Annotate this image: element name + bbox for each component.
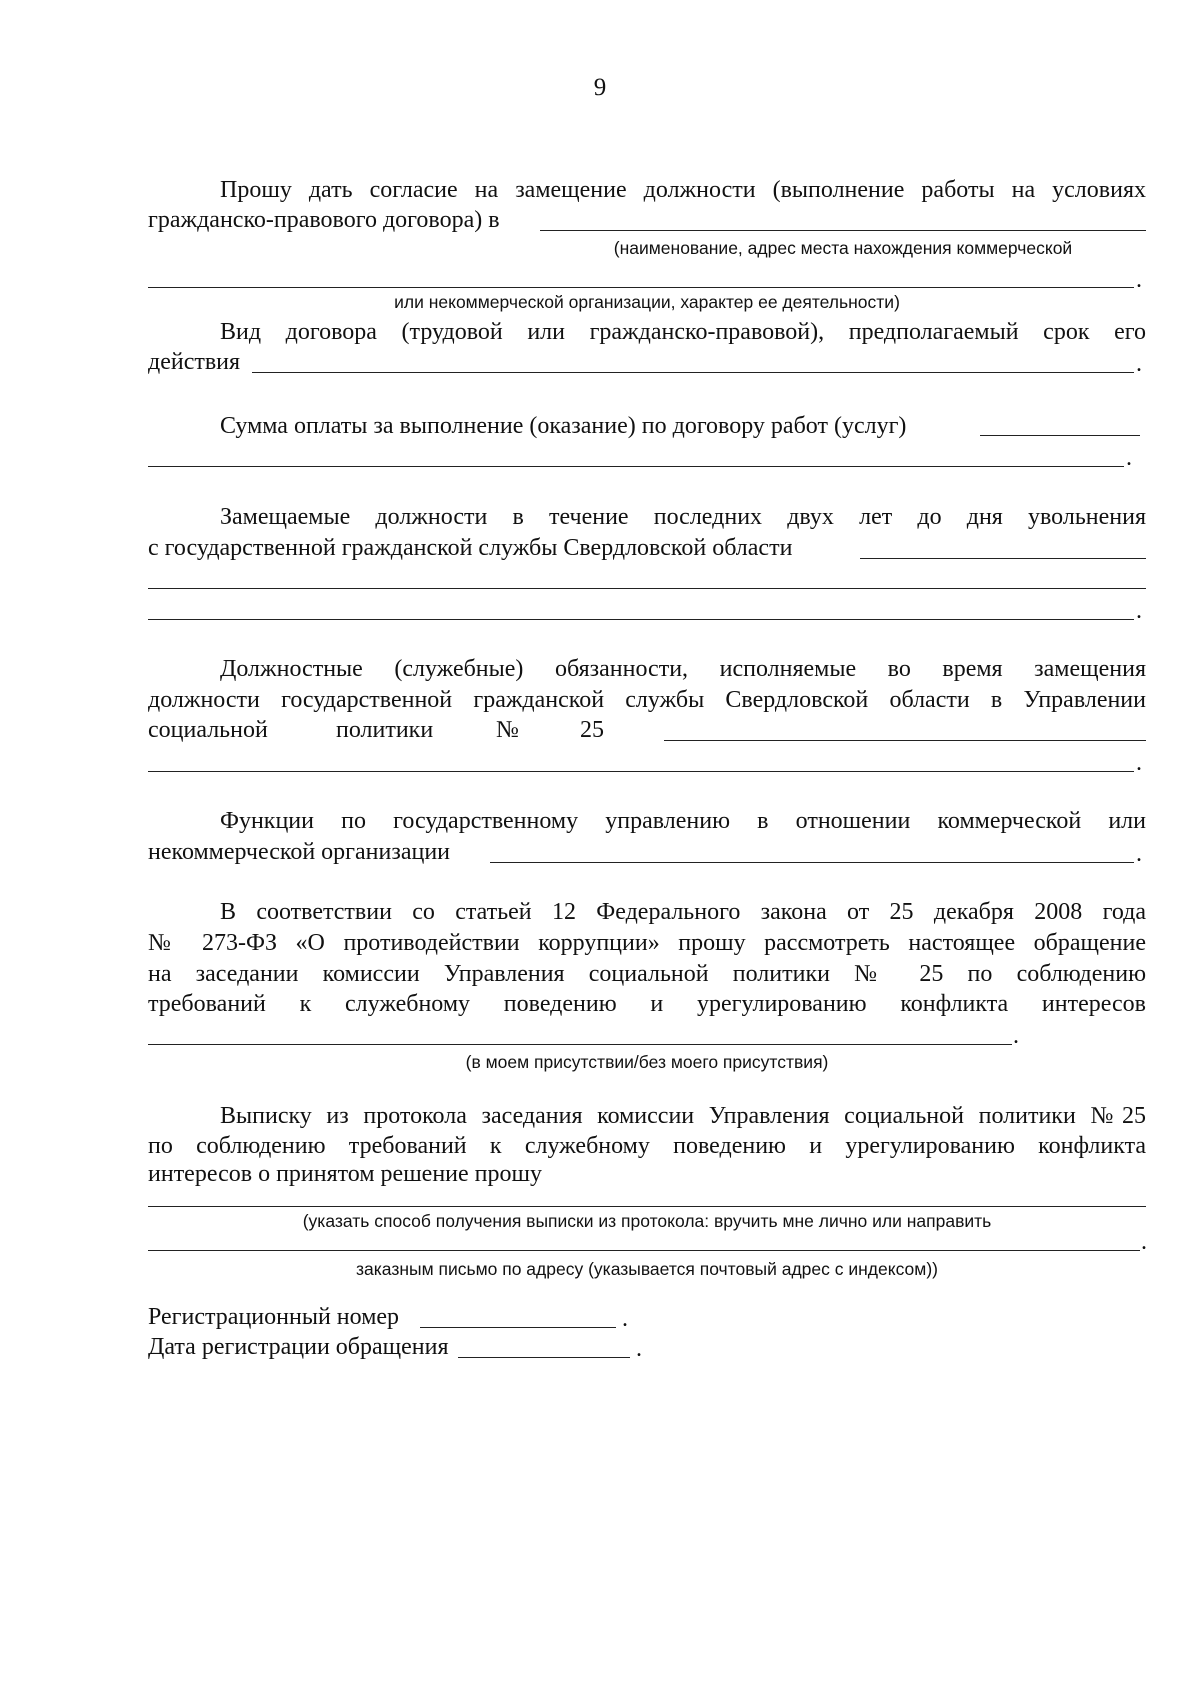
- duties-field[interactable]: [664, 740, 1146, 741]
- period-mark: .: [636, 1336, 642, 1362]
- registration-number-label: Регистрационный номер: [148, 1304, 400, 1330]
- duties-word-25: 25: [580, 717, 604, 743]
- organization-caption-1: (наименование, адрес места нахождения коммерческой: [613, 238, 1073, 258]
- paragraph-consent-line-1: Прошу дать согласие на замещение должности (выполнение работы на условиях: [220, 177, 1146, 203]
- payment-amount-continuation-field[interactable]: [148, 466, 1124, 467]
- organization-details-field[interactable]: [148, 287, 1134, 288]
- duties-continuation-field[interactable]: [148, 771, 1134, 772]
- period-mark: .: [1136, 598, 1142, 624]
- extract-caption-2: заказным письмо по адресу (указывается почтовый адрес с индексом)): [356, 1259, 938, 1279]
- presence-field[interactable]: [148, 1044, 1012, 1045]
- registration-date-label: Дата регистрации обращения: [148, 1334, 449, 1360]
- period-mark: .: [1126, 445, 1132, 471]
- contract-type-field[interactable]: [252, 372, 1134, 373]
- period-mark: .: [1136, 841, 1142, 867]
- functions-field[interactable]: [490, 862, 1134, 863]
- paragraph-extract-line-3: интересов о принятом решение прошу: [148, 1161, 542, 1187]
- paragraph-positions-line-1: Замещаемые должности в течение последних двух лет до дня увольнения: [220, 504, 1146, 530]
- paragraph-duties-line-2: должности государственной гражданской службы Свердловской области в Управлении: [148, 687, 1146, 713]
- duties-word-social: социальной: [148, 717, 268, 743]
- positions-continuation-field-1[interactable]: [148, 588, 1146, 589]
- extract-method-field[interactable]: [148, 1206, 1146, 1207]
- extract-caption-1: (указать способ получения выписки из протокола: вручить мне лично или направить: [302, 1211, 992, 1231]
- duties-word-policy: политики: [336, 717, 434, 743]
- paragraph-functions-line-2: некоммерческой организации: [148, 839, 451, 865]
- page-number: 9: [593, 74, 607, 101]
- period-mark: .: [1013, 1023, 1019, 1049]
- paragraph-functions-line-1: Функции по государственному управлению в отношении коммерческой или: [220, 808, 1146, 834]
- period-mark: .: [622, 1306, 628, 1332]
- period-mark: .: [1141, 1229, 1147, 1255]
- period-mark: .: [1136, 351, 1142, 377]
- paragraph-extract-line-2: по соблюдению требований к служебному поведению и урегулированию конфликта: [148, 1133, 1146, 1159]
- registration-date-field[interactable]: [458, 1357, 630, 1358]
- organization-name-field[interactable]: [540, 230, 1146, 231]
- presence-caption: (в моем присутствии/без моего присутствия): [465, 1052, 829, 1072]
- positions-continuation-field-2[interactable]: [148, 619, 1134, 620]
- payment-amount-field[interactable]: [980, 435, 1140, 436]
- paragraph-commission-line-4: требований к служебному поведению и урегулированию конфликта интересов: [148, 991, 1146, 1017]
- registration-number-field[interactable]: [420, 1327, 616, 1328]
- positions-field[interactable]: [860, 558, 1146, 559]
- duties-word-number-sign: №: [496, 717, 519, 743]
- paragraph-commission-line-2: № 273-ФЗ «О противодействии коррупции» прошу рассмотреть настоящее обращение: [148, 930, 1146, 956]
- paragraph-payment-line-1: Сумма оплаты за выполнение (оказание) по договору работ (услуг): [220, 413, 907, 439]
- paragraph-commission-line-1: В соответствии со статьей 12 Федерального закона от 25 декабря 2008 года: [220, 899, 1146, 925]
- period-mark: .: [1136, 750, 1142, 776]
- paragraph-contract-line-1: Вид договора (трудовой или гражданско-правовой), предполагаемый срок его: [220, 319, 1146, 345]
- paragraph-consent-line-2: гражданско-правового договора) в: [148, 207, 500, 233]
- organization-caption-2: или некоммерческой организации, характер ее деятельности): [394, 292, 900, 312]
- paragraph-extract-line-1: Выписку из протокола заседания комиссии Управления социальной политики №25: [220, 1103, 1146, 1129]
- paragraph-positions-line-2: с государственной гражданской службы Свердловской области: [148, 535, 793, 561]
- period-mark: .: [1136, 267, 1142, 293]
- paragraph-contract-line-2: действия: [148, 349, 241, 375]
- paragraph-duties-line-1: Должностные (служебные) обязанности, исполняемые во время замещения: [220, 656, 1146, 682]
- extract-method-continuation-field[interactable]: [148, 1250, 1140, 1251]
- paragraph-commission-line-3: на заседании комиссии Управления социальной политики № 25 по соблюдению: [148, 961, 1146, 987]
